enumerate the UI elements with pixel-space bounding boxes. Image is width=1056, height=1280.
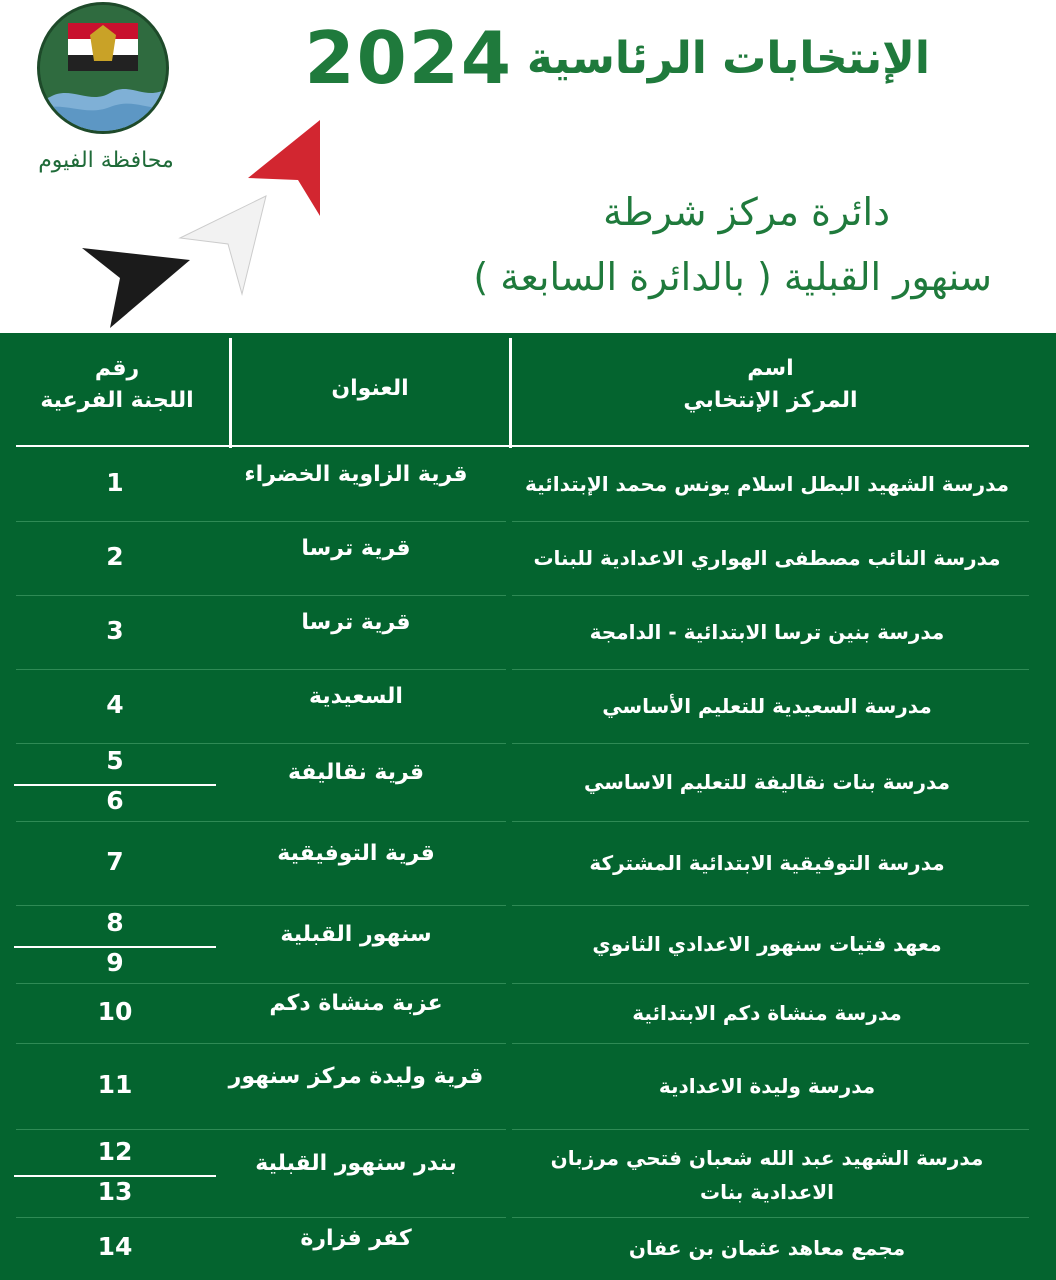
row-divider <box>512 669 1029 670</box>
committee-number: 5 <box>106 746 124 775</box>
committee-number: 11 <box>97 1070 133 1099</box>
address-cell: قرية ترسا <box>301 610 411 635</box>
committee-number: 7 <box>106 847 124 876</box>
row-divider <box>16 595 506 596</box>
address-cell: قرية نقاليفة <box>287 760 425 785</box>
row-divider <box>512 1217 1029 1218</box>
flag-arrows-icon <box>80 118 340 333</box>
header-center-line2: المركز الإنتخابي <box>683 388 858 413</box>
row-divider <box>16 821 506 822</box>
row-divider <box>512 905 1029 906</box>
address-cell: قرية التوفيقية <box>277 841 435 866</box>
fayoum-governorate-logo <box>37 2 169 134</box>
polling-center-name: مدرسة الشهيد البطل اسلام يونس محمد الإبتدائية <box>524 472 1010 496</box>
row-divider <box>16 983 506 984</box>
row-divider <box>512 821 1029 822</box>
committee-number: 8 <box>106 908 124 937</box>
committee-number: 3 <box>106 616 124 645</box>
polling-center-name: مدرسة بنين ترسا الابتدائية - الدامجة <box>589 620 945 644</box>
address-cell: كفر فزارة <box>300 1225 412 1251</box>
committee-number: 10 <box>97 997 133 1026</box>
committee-pair-divider <box>14 946 216 948</box>
governorate-name: محافظة الفيوم <box>38 148 174 173</box>
header-center-line1: اسم <box>747 356 794 381</box>
row-divider <box>512 595 1029 596</box>
committee-number: 4 <box>106 690 124 719</box>
address-cell: السعيدية <box>309 684 403 709</box>
row-divider <box>16 521 506 522</box>
column-divider <box>509 338 512 448</box>
committee-number: 12 <box>97 1137 133 1166</box>
row-divider <box>512 1043 1029 1044</box>
row-divider <box>16 1129 506 1130</box>
row-divider <box>16 905 506 906</box>
polling-center-name: مدرسة التوفيقية الابتدائية المشتركة <box>589 851 945 875</box>
row-divider <box>16 1043 506 1044</box>
page-title <box>240 18 930 98</box>
polling-center-name: مدرسة بنات نقاليفة للتعليم الاساسي <box>584 770 950 794</box>
committee-number: 13 <box>97 1177 133 1206</box>
row-divider <box>16 669 506 670</box>
title-year: 2024 <box>304 16 513 100</box>
row-divider <box>512 743 1029 744</box>
committee-number: 9 <box>106 948 124 977</box>
logo-emblem-icon <box>40 5 166 131</box>
page-header <box>0 0 1056 333</box>
address-cell: قرية الزاوية الخضراء <box>244 462 468 487</box>
header-address: العنوان <box>331 376 409 401</box>
row-divider <box>512 983 1029 984</box>
committee-number: 2 <box>106 542 124 571</box>
committee-number: 1 <box>106 468 124 497</box>
row-divider <box>16 1217 506 1218</box>
committee-pair-divider <box>14 1175 216 1177</box>
row-divider <box>512 521 1029 522</box>
committee-number: 6 <box>106 786 124 815</box>
polling-center-name: معهد فتيات سنهور الاعدادي الثانوي <box>592 932 942 956</box>
header-divider <box>16 445 1029 447</box>
committee-pair-divider <box>14 784 216 786</box>
polling-center-name: مجمع معاهد عثمان بن عفان <box>628 1235 906 1260</box>
header-committee-number <box>22 353 212 417</box>
subtitle-line-2: سنهور القبلية ( بالدائرة السابعة ) <box>473 255 992 299</box>
polling-center-name: مدرسة وليدة الاعدادية <box>658 1074 876 1098</box>
column-divider <box>229 338 232 448</box>
address-cell: قرية وليدة مركز سنهور <box>228 1064 484 1089</box>
row-divider <box>512 1129 1029 1130</box>
polling-center-name: مدرسة السعيدية للتعليم الأساسي <box>602 694 932 718</box>
header-committee-line1: رقم <box>94 356 140 381</box>
polling-center-name: مدرسة النائب مصطفى الهواري الاعدادية للبنات <box>533 546 1001 570</box>
address-cell: بندر سنهور القبلية <box>255 1151 457 1176</box>
polling-centers-table <box>0 333 1056 1280</box>
subtitle-line-1: دائرة مركز شرطة <box>603 190 890 234</box>
polling-center-name: مدرسة منشاة دكم الابتدائية <box>632 1001 902 1025</box>
row-divider <box>16 743 506 744</box>
address-cell: قرية ترسا <box>301 536 411 561</box>
polling-center-name: مدرسة الشهيد عبد الله شعبان فتحي مرزبان الاعدادية بنات <box>550 1146 984 1204</box>
address-cell: عزبة منشاة دكم <box>269 991 443 1016</box>
address-cell: سنهور القبلية <box>280 922 432 947</box>
header-center-name <box>512 353 1029 417</box>
title-text: الإنتخابات الرئاسية <box>526 32 930 84</box>
header-committee-line2: اللجنة الفرعية <box>40 388 194 413</box>
committee-number: 14 <box>97 1231 133 1261</box>
